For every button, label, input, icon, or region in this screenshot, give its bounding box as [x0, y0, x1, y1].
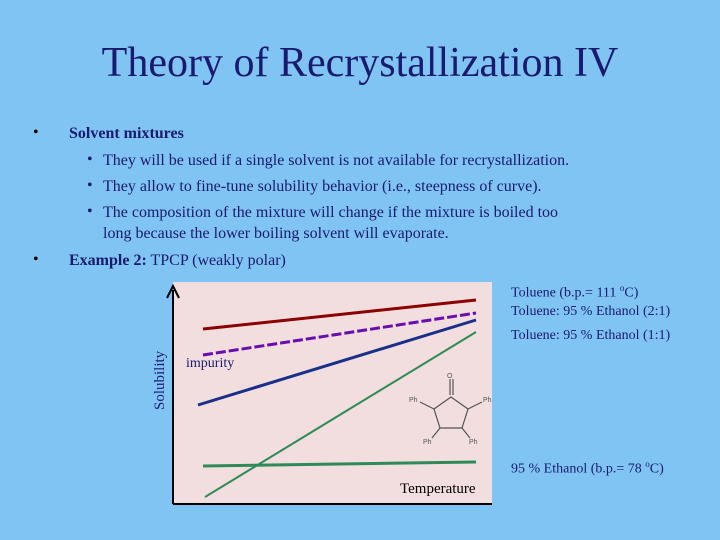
- page-title: Theory of Recrystallization IV: [101, 40, 619, 86]
- label-toluene-ethanol-2-1: Toluene: 95 % Ethanol (2:1): [511, 304, 671, 319]
- y-axis-label: Solubility: [152, 350, 168, 410]
- x-axis-label: Temperature: [400, 481, 476, 497]
- example-text: TPCP (weakly polar): [146, 252, 286, 269]
- bullet-solvent-mixtures: Solvent mixtures: [69, 125, 184, 142]
- sub-bullet-3-line1: The composition of the mixture will change if the mixture is boiled too: [103, 204, 559, 221]
- bullet-marker: •: [33, 124, 39, 141]
- series-toluene: [203, 300, 476, 329]
- example-label: Example 2:: [69, 252, 147, 269]
- structure-label-ph: Ph: [423, 439, 432, 446]
- structure-label-ph: Ph: [469, 439, 478, 446]
- label-toluene: Toluene (b.p.= 111 $^o$C): [511, 283, 639, 301]
- structure-label-ph: Ph: [409, 397, 418, 404]
- label-toluene-ethanol-1-1: Toluene: 95 % Ethanol (1:1): [511, 328, 671, 343]
- structure-label-ph: Ph: [483, 397, 492, 404]
- sub-bullet-1: They will be used if a single solvent is not available for recrystallization.: [103, 152, 570, 169]
- sub-bullet-marker: •: [87, 177, 93, 194]
- structure-label-oxygen: O: [447, 373, 453, 380]
- series-ethanol: [203, 462, 476, 466]
- sub-bullet-3-line2: long because the lower boiling solvent will evaporate.: [103, 225, 449, 242]
- series-toluene-ethanol-1-1: [198, 320, 476, 405]
- label-impurity: impurity: [186, 356, 235, 371]
- sub-bullet-marker: •: [87, 203, 93, 220]
- sub-bullet-marker: •: [87, 151, 93, 168]
- sub-bullet-2: They allow to fine-tune solubility behavior (i.e., steepness of curve).: [103, 178, 542, 195]
- label-ethanol: 95 % Ethanol (b.p.= 78 $^o$C): [511, 459, 664, 477]
- bullet-marker: •: [33, 251, 39, 268]
- tpcp-structure: [420, 379, 482, 438]
